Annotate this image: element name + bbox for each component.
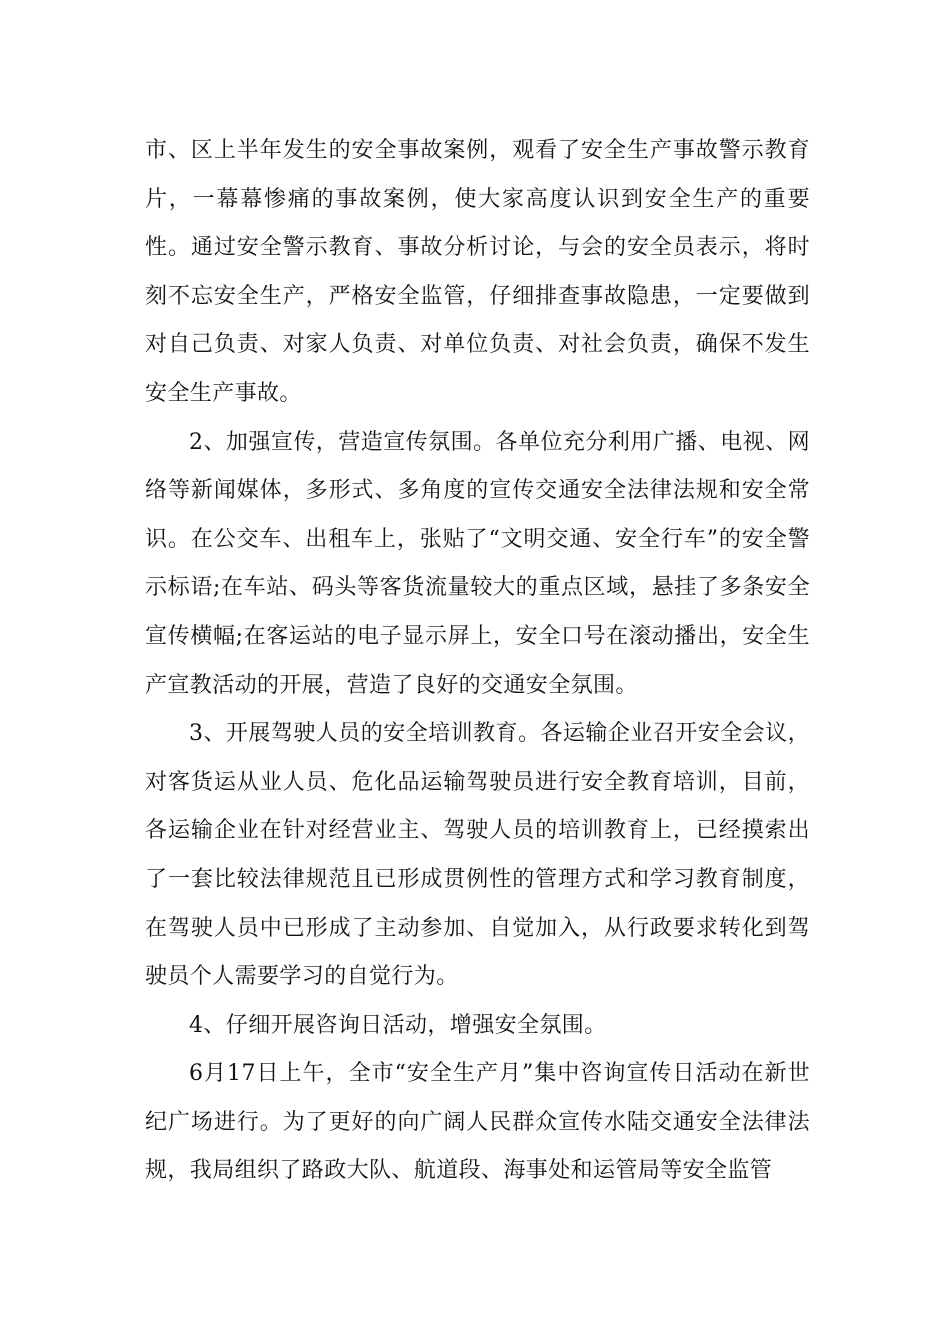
paragraph-5: 6月17日上午，全市“安全生产月”集中咨询宣传日活动在新世纪广场进行。为了更好的向广阔人民群众宣传水陆交通安全法律法规，我局组织了路政大队、航道段、海事处和运管局等安全监管 <box>145 1061 810 1184</box>
paragraph-3: 3、开展驾驶人员的安全培训教育。各运输企业召开安全会议，对客货运从业人员、危化品运输驾驶员进行安全教育培训，目前，各运输企业在针对经营业主、驾驶人员的培训教育上，已经摸索出了一套比较法律规范且已形成贯例性的管理方式和学习教育制度，在驾驶人员中已形成了主动参加、自觉加入，从行政要求转化到驾驶员个人需要学习的自觉行为。 <box>145 721 810 990</box>
paragraph-1: 市、区上半年发生的安全事故案例，观看了安全生产事故警示教育片，一幕幕惨痛的事故案例，使大家高度认识到安全生产的重要性。通过安全警示教育、事故分析讨论，与会的安全员表示，将时刻不忘安全生产，严格安全监管，仔细排查事故隐患，一定要做到对自己负责、对家人负责、对单位负责、对社会负责，确保不发生安全生产事故。 <box>145 138 810 406</box>
document-body <box>145 127 810 1196</box>
paragraph-4: 4、仔细开展咨询日活动，增强安全氛围。 <box>189 1012 607 1038</box>
paragraph-2: 2、加强宣传，营造宣传氛围。各单位充分利用广播、电视、网络等新闻媒体，多形式、多角度的宣传交通安全法律法规和安全常识。在公交车、出租车上，张贴了“文明交通、安全行车”的安全警示标语;在车站、码头等客货流量较大的重点区域，悬挂了多条安全宣传横幅;在客运站的电子显示屏上，安全口号在滚动播出，安全生产宣教活动的开展，营造了良好的交通安全氛围。 <box>145 429 810 698</box>
